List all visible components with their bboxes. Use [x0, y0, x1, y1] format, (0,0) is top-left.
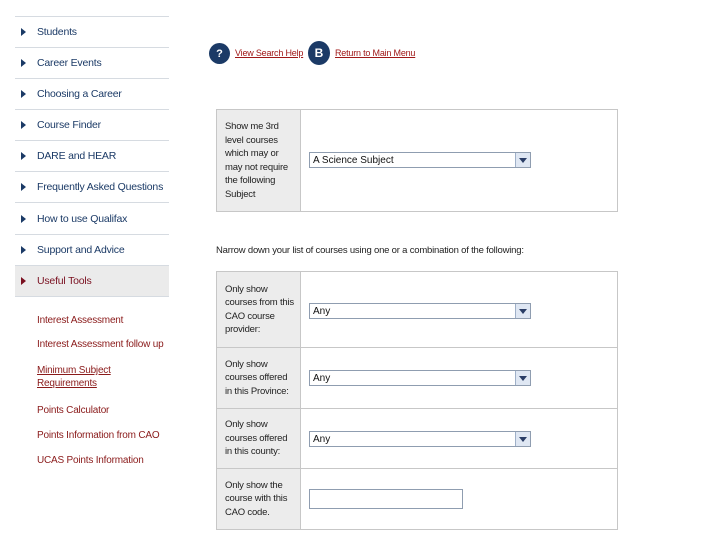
triangle-right-icon — [21, 277, 26, 285]
triangle-right-icon — [21, 121, 26, 129]
triangle-right-icon — [21, 152, 26, 160]
sidebar-item-label: How to use Qualifax — [37, 213, 128, 225]
view-search-help-link[interactable]: View Search Help — [235, 48, 304, 58]
cao-code-label: Only show the course with this CAO code. — [217, 469, 300, 529]
sidebar-item-students[interactable] — [15, 17, 169, 48]
subject-filter-label: Show me 3rd level courses which may or may not require the following Subject — [217, 110, 300, 211]
sidebar-item-label: Support and Advice — [37, 244, 125, 256]
province-filter-cell — [300, 348, 617, 408]
province-select-value: Any — [313, 372, 331, 384]
sublink-points-calculator[interactable]: Points Calculator — [37, 405, 110, 416]
sidebar-item-how-to-use-qualifax[interactable] — [15, 204, 169, 235]
help-icon[interactable]: ? — [209, 43, 230, 64]
triangle-right-icon — [21, 90, 26, 98]
chevron-down-icon[interactable] — [515, 304, 530, 318]
narrow-down-instruction: Narrow down your list of courses using one or a combination of the following: — [216, 245, 524, 256]
sublink-ucas-points-information[interactable]: UCAS Points Information — [37, 455, 144, 466]
sidebar-item-label: Useful Tools — [37, 275, 92, 287]
provider-filter-row — [217, 272, 617, 347]
triangle-right-icon — [21, 215, 26, 223]
provider-filter-cell — [300, 272, 617, 347]
provider-filter-label: Only show courses from this CAO course provider: — [217, 272, 300, 347]
sidebar-item-label: Choosing a Career — [37, 88, 122, 100]
chevron-down-icon[interactable] — [515, 371, 530, 385]
sidebar-item-label: Course Finder — [37, 119, 101, 131]
province-filter-row — [217, 348, 617, 408]
sublink-interest-assessment[interactable]: Interest Assessment — [37, 315, 124, 326]
sublink-points-information-cao[interactable]: Points Information from CAO — [37, 430, 160, 441]
province-filter-label: Only show courses offered in this Province: — [217, 348, 300, 408]
cao-code-cell — [300, 469, 617, 529]
sidebar-item-label: Career Events — [37, 57, 102, 69]
subject-filter-cell — [300, 110, 617, 211]
triangle-right-icon — [21, 183, 26, 191]
sidebar-item-faq[interactable] — [15, 172, 169, 203]
sublink-interest-assessment-follow-up[interactable]: Interest Assessment follow up — [37, 339, 164, 350]
subject-select[interactable] — [309, 152, 531, 168]
county-filter-label: Only show courses offered in this county: — [217, 409, 300, 468]
sidebar-item-career-events[interactable] — [15, 48, 169, 79]
triangle-right-icon — [21, 28, 26, 36]
sidebar-item-dare-and-hear[interactable] — [15, 141, 169, 172]
county-select[interactable] — [309, 431, 531, 447]
back-icon[interactable]: B — [308, 41, 330, 65]
chevron-down-icon[interactable] — [515, 432, 530, 446]
return-to-main-menu-link[interactable]: Return to Main Menu — [335, 48, 416, 58]
sidebar-item-support-and-advice[interactable] — [15, 235, 169, 266]
subject-filter-panel — [216, 109, 618, 212]
sidebar-item-label: DARE and HEAR — [37, 150, 117, 162]
course-filters-panel — [216, 271, 618, 530]
county-filter-cell — [300, 409, 617, 468]
subject-filter-row — [217, 110, 617, 211]
county-filter-row — [217, 409, 617, 468]
provider-select-value: Any — [313, 305, 331, 317]
sidebar-item-course-finder[interactable] — [15, 110, 169, 141]
cao-code-row — [217, 469, 617, 529]
sidebar-item-label: Students — [37, 26, 77, 38]
subject-select-value: A Science Subject — [313, 154, 394, 166]
triangle-right-icon — [21, 59, 26, 67]
chevron-down-icon[interactable] — [515, 153, 530, 167]
county-select-value: Any — [313, 433, 331, 445]
cao-code-input[interactable] — [309, 489, 463, 509]
province-select[interactable] — [309, 370, 531, 386]
sidebar-item-choosing-a-career[interactable] — [15, 79, 169, 110]
sidebar-item-useful-tools[interactable] — [15, 266, 169, 297]
provider-select[interactable] — [309, 303, 531, 319]
sidebar-item-label: Frequently Asked Questions — [37, 181, 164, 193]
triangle-right-icon — [21, 246, 26, 254]
sublink-minimum-subject-requirements[interactable]: Minimum Subject Requirements — [37, 365, 111, 389]
